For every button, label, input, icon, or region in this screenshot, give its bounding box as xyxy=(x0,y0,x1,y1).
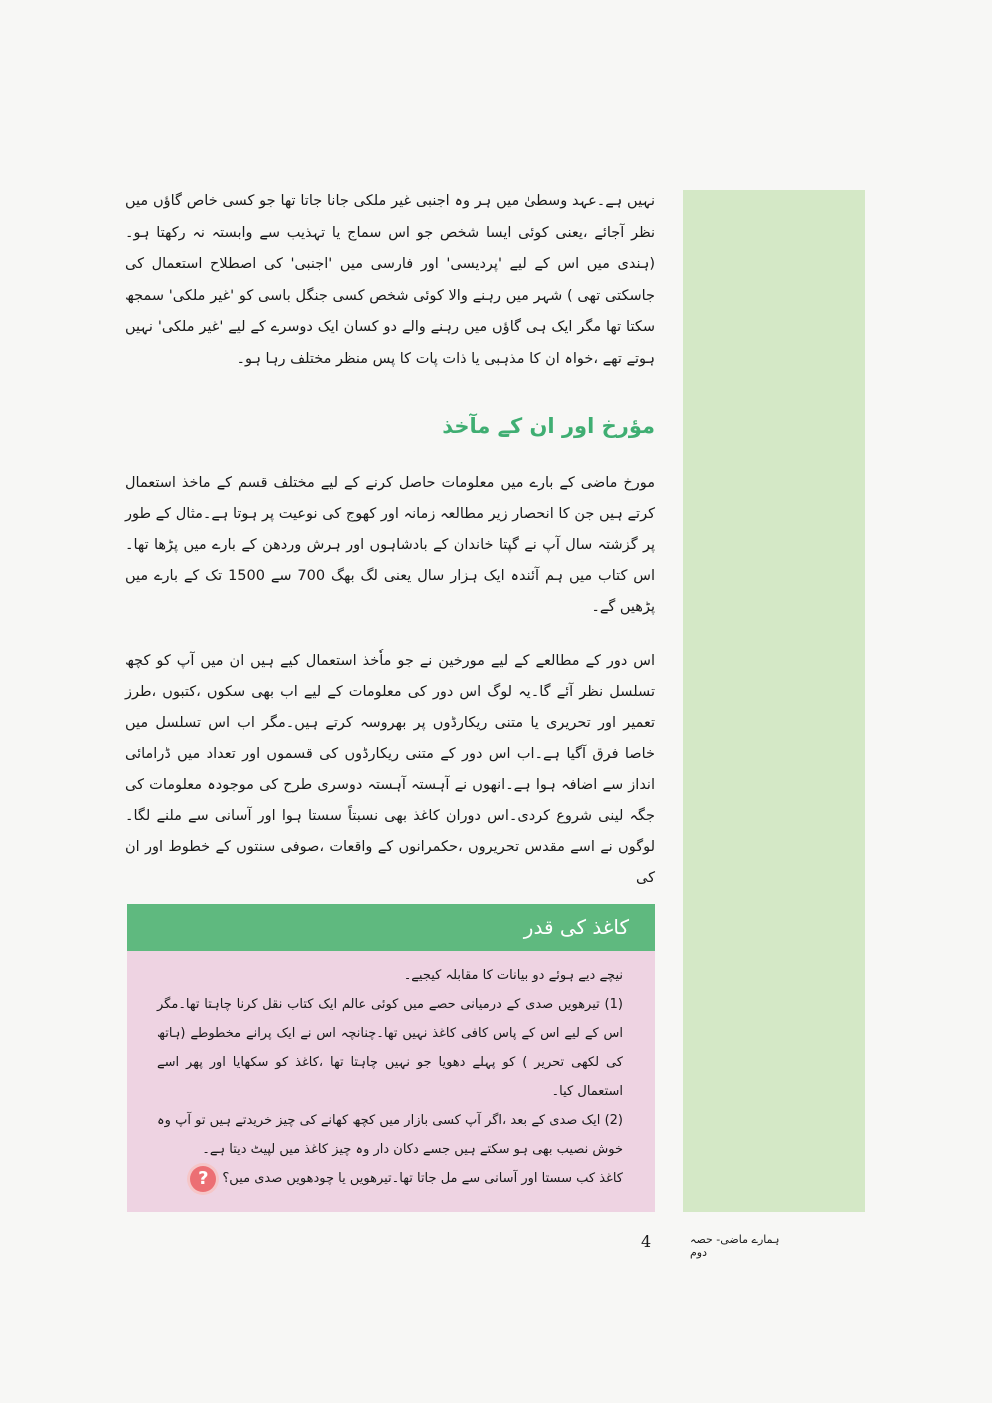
section-heading: مؤرخ اور ان کے مآخذ xyxy=(442,414,655,438)
sidebar-panel xyxy=(683,190,865,1212)
question-mark-icon: ? xyxy=(190,1166,216,1192)
question-row xyxy=(157,1164,623,1193)
activity-box xyxy=(127,904,655,1212)
statement-2: (2) ایک صدی کے بعد ،اگر آپ کسی بازار میں کچھ کھانے کی چیز خریدتے ہیں تو آپ وہ خوش نصیب بھی ہو سکتے ہیں جسے دکان دار وہ چیز کاغذ میں لپیٹ دیتا ہے۔ xyxy=(157,1113,623,1157)
book-title: ہمارے ماضی- حصہ دوم xyxy=(690,1233,780,1259)
paragraph-continuity: اس دور کے مطالعے کے لیے مورخین نے جو ماٗخذ استعمال کیے ہیں ان میں آپ کو کچھ تسلسل نظر آئے گا۔یہ لوگ اس دور کی معلومات کے لیے اب بھی سکوں ،کتبوں ،طرز تعمیر اور تحریری یا متنی ریکارڈوں پر بھروسہ کرتے ہیں۔مگر اب اس تسلسل میں خاصا فرق آگیا ہے۔اب اس دور کے متنی ریکارڈوں کی قسموں اور تعداد میں ڈرامائی انداز سے اضافہ ہوا ہے۔انھوں نے آہستہ آہستہ دوسری طرح کی موجودہ معلومات کی جگہ لینی شروع کردی۔اس دوران کاغذ بھی نسبتاً سستا ہوا اور آسانی سے ملنے لگا۔لوگوں نے اسے مقدس تحریروں ،حکمرانوں کے واقعات ،صوفی سنتوں کے خطوط اور ان کی xyxy=(125,653,655,886)
question-text: کاغذ کب سستا اور آسانی سے مل جاتا تھا۔تیرھویں یا چودھویں صدی میں؟ xyxy=(222,1171,623,1186)
intro-paragraph: نہیں ہے۔عہد وسطیٰ میں ہر وہ اجنبی غیر ملکی جانا جاتا تھا جو کسی خاص گاؤں میں نظر آجائے ،یعنی کوئی ایسا شخص جو اس سماج یا تہذیب سے وابستہ نہ رکھتا ہو۔(ہندی میں اس کے لیے 'پردیسی' اور فارسی میں 'اجنبی' کی اصطلاح استعمال کی جاسکتی تھی ) شہر میں رہنے والا کوئی شخص کسی جنگل باسی کو 'غیر ملکی' سمجھ سکتا تھا مگر ایک ہی گاؤں میں رہنے والے دو کسان ایک دوسرے کے لیے 'غیر ملکی' نہیں ہوتے تھے ،خواہ ان کا مذہبی یا ذات پات کا پس منظر مختلف رہا ہو۔ xyxy=(125,193,655,367)
activity-box-text xyxy=(157,961,623,1193)
activity-box-body xyxy=(127,951,655,1212)
activity-instruction: نیچے دیے ہوئے دو بیانات کا مقابلہ کیجیے۔ xyxy=(403,968,623,983)
statement-1: (1) تیرھویں صدی کے درمیانی حصے میں کوئی عالم ایک کتاب نقل کرنا چاہتا تھا۔مگر اس کے لیے اس کے پاس کافی کاغذ نہیں تھا۔چنانچہ اس نے ایک پرانے مخطوطے (ہاتھ کی لکھی تحریر ) کو پہلے دھویا جو نہیں چاہتا تھا ،کاغذ کو سکھایا اور پھر اسے استعمال کیا۔ xyxy=(157,997,623,1099)
page-number: 4 xyxy=(641,1232,652,1251)
paragraph-sources: مورخ ماضی کے بارے میں معلومات حاصل کرنے کے لیے مختلف قسم کے ماخذ استعمال کرتے ہیں جن کا انحصار زیر مطالعہ زمانہ اور کھوج کی نوعیت پر ہوتا ہے۔مثال کے طور پر گزشتہ سال آپ نے گپتا خاندان کے بادشاہوں اور ہرش وردھن کے بارے میں پڑھا تھا۔اس کتاب میں ہم آئندہ ایک ہزار سال یعنی لگ بھگ 700 سے 1500 تک کے بارے میں پڑھیں گے۔ xyxy=(125,475,656,615)
activity-box-title: کاغذ کی قدر xyxy=(127,904,655,951)
